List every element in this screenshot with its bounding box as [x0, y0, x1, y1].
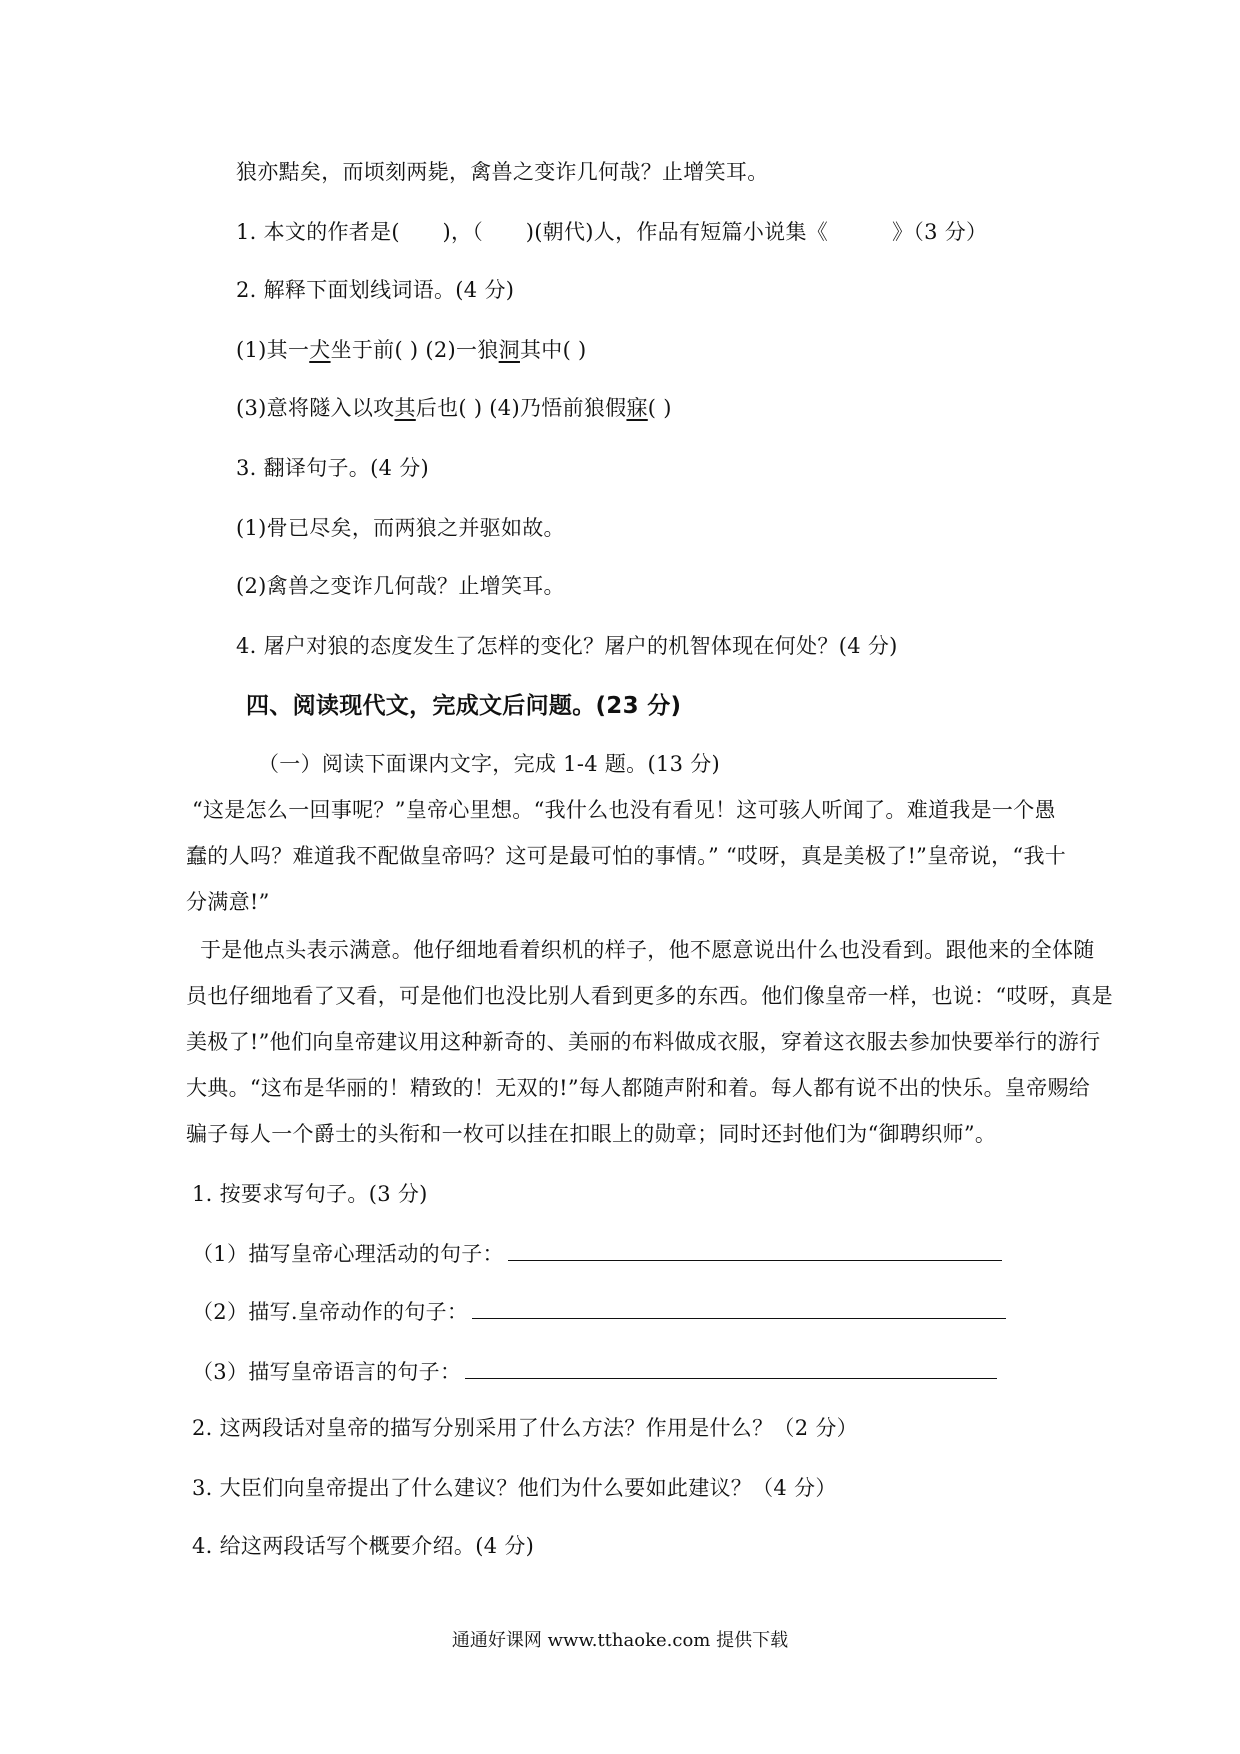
paragraph-1-line: 分满意!”	[186, 890, 270, 914]
underlined-word: 寐	[626, 396, 648, 420]
item-text: (1)其一	[236, 338, 310, 362]
answer-blank[interactable]	[508, 1238, 1002, 1261]
item-text: 坐于前( ) (2)一狼	[330, 338, 499, 362]
item-text: 后也( ) (4)乃悟前狼假	[415, 396, 627, 420]
sub-heading: （一）阅读下面课内文字，完成 1-4 题。(13 分)	[258, 752, 721, 776]
underlined-word: 犬	[309, 338, 331, 362]
modern-question-4: 4. 给这两段话写个概要介绍。(4 分)	[192, 1534, 535, 1558]
item-text: 其中( )	[519, 338, 587, 362]
answer-line-psychology	[192, 1238, 1002, 1268]
translate-sentence-1: (1)骨已尽矣，而两狼之并驱如故。	[236, 516, 565, 540]
modern-question-2: 2. 这两段话对皇帝的描写分别采用了什么方法？作用是什么？（2 分）	[192, 1416, 858, 1440]
question-3-translate: 3. 翻译句子。(4 分)	[236, 456, 430, 480]
paragraph-1-line: 蠢的人吗？难道我不配做皇帝吗？这可是最可怕的事情。” “哎呀，真是美极了!”皇帝说，“我十	[186, 844, 1067, 868]
answer-blank[interactable]	[472, 1296, 1006, 1319]
paragraph-2-line: 于是他点头表示满意。他仔细地看着织机的样子，他不愿意说出什么也没看到。跟他来的全体随	[200, 938, 1095, 962]
item-text: (3)意将隧入以攻	[236, 396, 395, 420]
question-2-items-a	[236, 336, 587, 364]
section-heading: 四、阅读现代文，完成文后问题。(23 分)	[246, 693, 682, 719]
question-2-explain: 2. 解释下面划线词语。(4 分)	[236, 278, 515, 302]
underlined-word: 洞	[498, 338, 520, 362]
paragraph-2-line: 大典。“这布是华丽的！精致的！无双的!”每人都随声附和着。每人都有说不出的快乐。皇帝赐给	[186, 1076, 1091, 1100]
prompt-text: （2）描写.皇帝动作的句子：	[192, 1300, 469, 1324]
underlined-word: 其	[394, 396, 416, 420]
question-1-author: 1. 本文的作者是( )，（ )(朝代)人，作品有短篇小说集《 》（3 分）	[236, 220, 988, 244]
answer-line-speech	[192, 1356, 997, 1386]
modern-question-1: 1. 按要求写句子。(3 分)	[192, 1182, 428, 1206]
question-2-items-b	[236, 394, 672, 422]
paragraph-1-line: “这是怎么一回事呢？”皇帝心里想。“我什么也没有看见！这可骇人听闻了。难道我是一个愚	[192, 798, 1056, 822]
prompt-text: （3）描写皇帝语言的句子：	[192, 1360, 462, 1384]
translate-sentence-2: (2)禽兽之变诈几何哉？止增笑耳。	[236, 574, 565, 598]
paragraph-2-line: 美极了!”他们向皇帝建议用这种新奇的、美丽的布料做成衣服，穿着这衣服去参加快要举行的游行	[186, 1030, 1101, 1054]
paragraph-2-line: 骗子每人一个爵士的头衔和一枚可以挂在扣眼上的勋章；同时还封他们为“御聘织师”。	[186, 1122, 997, 1146]
item-text: ( )	[647, 396, 672, 420]
paragraph-2-line: 员也仔细地看了又看，可是他们也没比别人看到更多的东西。他们像皇帝一样，也说：“哎呀，真是	[186, 984, 1113, 1008]
question-4-butcher: 4. 屠户对狼的态度发生了怎样的变化？屠户的机智体现在何处？(4 分)	[236, 634, 898, 658]
modern-question-3: 3. 大臣们向皇帝提出了什么建议？他们为什么要如此建议？（4 分）	[192, 1476, 837, 1500]
answer-line-action	[192, 1296, 1006, 1326]
passage-last-line: 狼亦黠矣，而顷刻两毙，禽兽之变诈几何哉？止增笑耳。	[236, 160, 769, 184]
footer-download-note: 通通好课网 www.tthaoke.com 提供下载	[451, 1630, 789, 1651]
prompt-text: （1）描写皇帝心理活动的句子：	[192, 1242, 504, 1266]
answer-blank[interactable]	[465, 1356, 997, 1379]
